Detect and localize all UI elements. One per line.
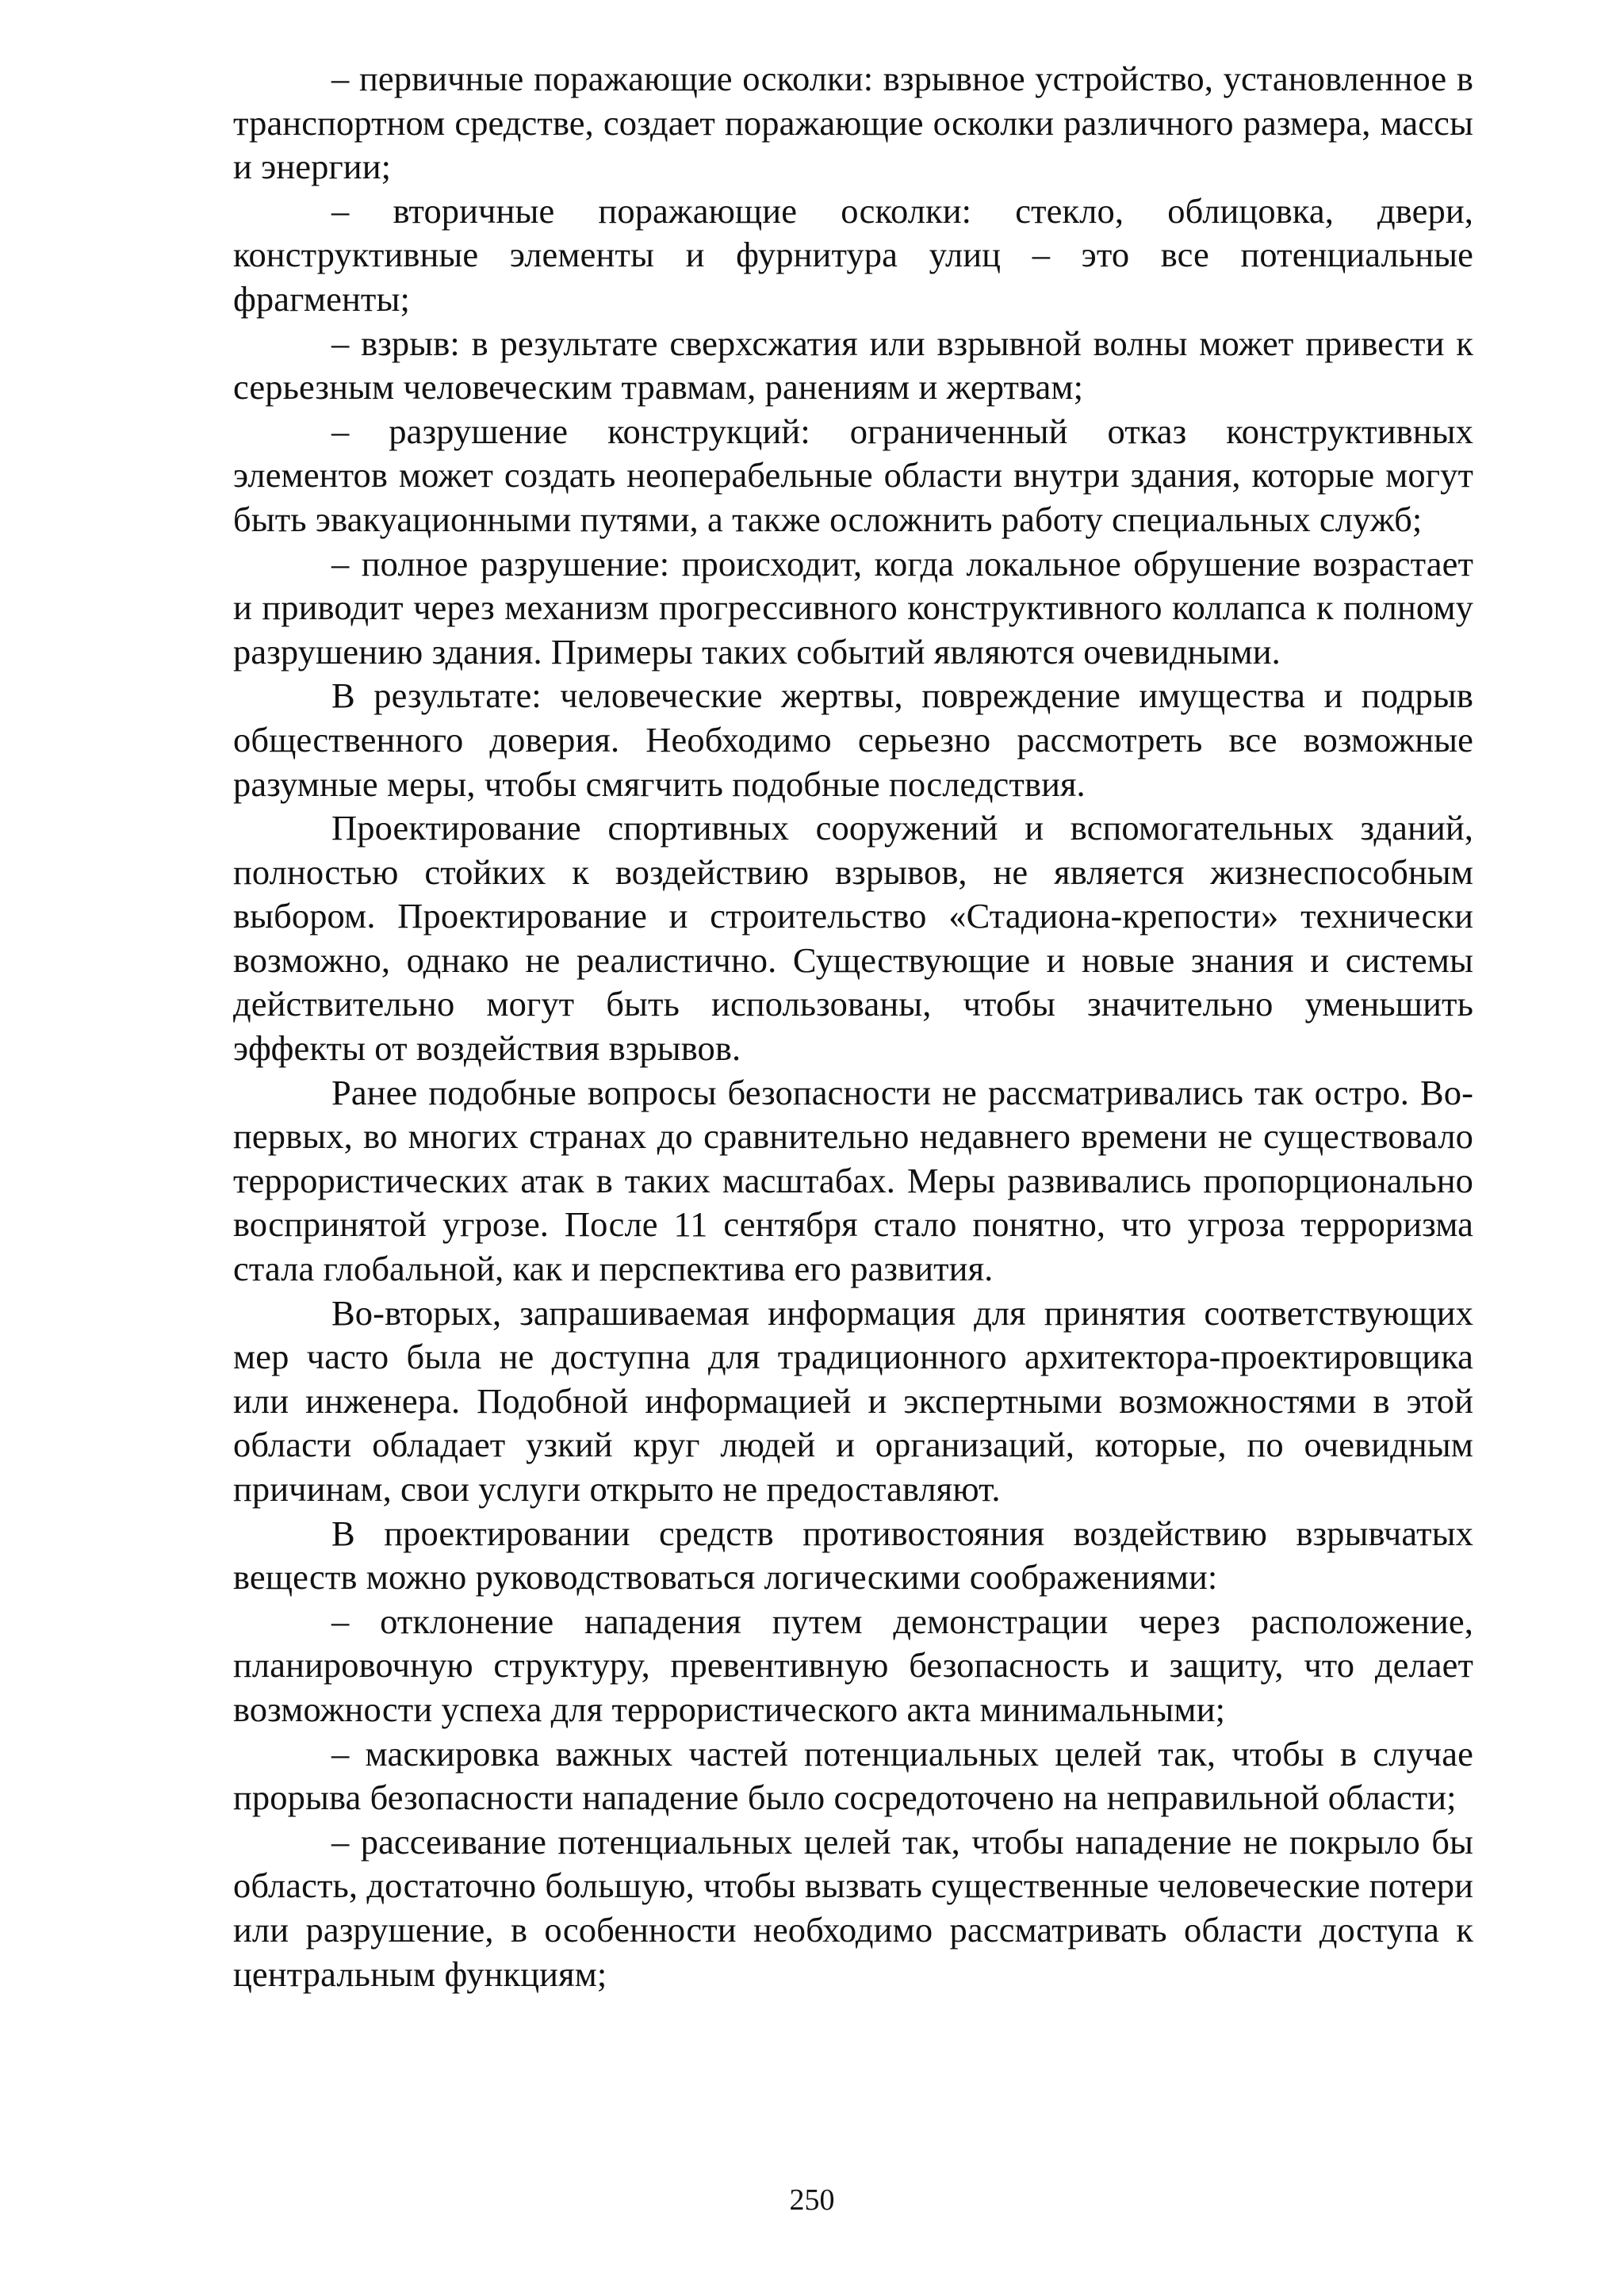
- paragraph-consequences: В результате: человеческие жертвы, повреждение имущества и подрыв общественного доверия. Необходимо серьезно рассмотреть все возможные разумные меры, чтобы смягчить подобные последствия.: [233, 675, 1473, 804]
- paragraph-secondary-fragments: – вторичные поражающие осколки: стекло, облицовка, двери, конструктивные элементы и фурнитура улиц – это все потенциальные фрагменты;: [233, 190, 1473, 319]
- paragraph-deterrence: – отклонение нападения путем демонстрации через расположение, планировочную структуру, превентивную безопасность и защиту, что делает возможности успеха для террористического акта минимальными;: [233, 1601, 1473, 1729]
- paragraph-blast: – взрыв: в результате сверхсжатия или взрывной волны может привести к серьезным человеческим травмам, ранениям и жертвам;: [233, 323, 1473, 408]
- paragraph-stadium-design: Проектирование спортивных сооружений и вспомогательных зданий, полностью стойких к воздействию взрывов, не является жизнеспособным выбором. Проектирование и строительство «Стадиона-крепости» технически возможно, однако не реалистично. Существующие и новые знания и системы действительно могут быть использованы, чтобы значительно уменьшить эффекты от воздействия взрывов.: [233, 808, 1473, 1069]
- paragraph-structural-failure: – разрушение конструкций: ограниченный отказ конструктивных элементов может создать неоперабельные области внутри здания, которые могут быть эвакуационными путями, а также осложнить работу специальных служб;: [233, 411, 1473, 539]
- paragraph-masking: – маскировка важных частей потенциальных целей так, чтобы в случае прорыва безопасности нападение было сосредоточено на неправильной области;: [233, 1733, 1473, 1818]
- paragraph-primary-fragments: – первичные поражающие осколки: взрывное устройство, установленное в транспортном средстве, создает поражающие осколки различного размера, массы и энергии;: [233, 59, 1473, 187]
- paragraph-security-history: Ранее подобные вопросы безопасности не рассматривались так остро. Во-первых, во многих странах до сравнительно недавнего времени не существовало террористических атак в таких масштабах. Меры развивались пропорционально воспринятой угрозе. После 11 сентября стало понятно, что угроза терроризма стала глобальной, как и перспектива его развития.: [233, 1072, 1473, 1289]
- paragraph-design-principles: В проектировании средств противостояния воздействию взрывчатых веществ можно руководствоваться логическими соображениями:: [233, 1513, 1473, 1598]
- paragraph-dispersal: – рассеивание потенциальных целей так, чтобы нападение не покрыло бы область, достаточно большую, чтобы вызвать существенные человеческие потери или разрушение, в особенности необходимо рассматривать области доступа к центральным функциям;: [233, 1821, 1473, 1994]
- paragraph-total-collapse: – полное разрушение: происходит, когда локальное обрушение возрастает и приводит через механизм прогрессивного конструктивного коллапса к полному разрушению здания. Примеры таких событий являются очевидными.: [233, 543, 1473, 672]
- document-page: [233, 57, 1473, 1996]
- paragraph-information-access: Во-вторых, запрашиваемая информация для принятия соответствующих мер часто была не доступна для традиционного архитектора-проектировщика или инженера. Подобной информацией и экспертными возможностями в этой области обладает узкий круг людей и организаций, которые, по очевидным причинам, свои услуги открыто не предоставляют.: [233, 1292, 1473, 1509]
- page-number: 250: [789, 2183, 835, 2217]
